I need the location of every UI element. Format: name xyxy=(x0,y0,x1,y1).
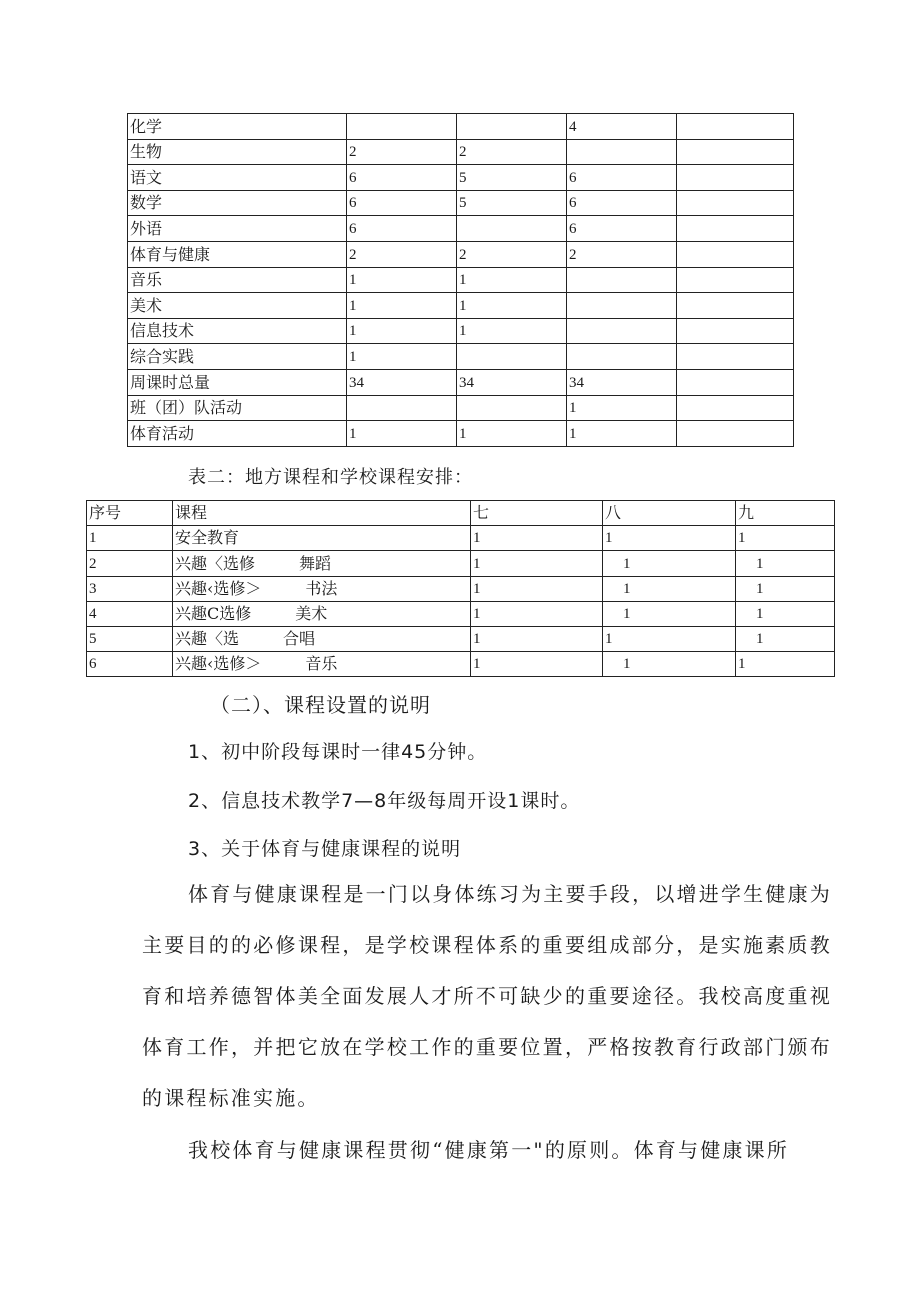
course-name: 合唱 xyxy=(283,629,316,649)
hours-cell: 1 xyxy=(347,421,457,447)
hours-cell: 2 xyxy=(567,241,677,267)
header-cell: 序号 xyxy=(87,501,173,526)
seq-cell: 2 xyxy=(87,551,173,576)
hours-cell: 1 xyxy=(457,421,567,447)
grade9-cell: 1 xyxy=(736,626,835,651)
hours-cell xyxy=(457,216,567,242)
hours-cell: 5 xyxy=(457,190,567,216)
grade7-cell: 1 xyxy=(471,551,603,576)
course-type: 兴趣〈选 xyxy=(175,629,240,649)
header-cell: 九 xyxy=(736,501,835,526)
seq-cell: 1 xyxy=(87,526,173,551)
table1-row xyxy=(128,318,794,344)
course-cell xyxy=(173,626,471,651)
course-cell xyxy=(173,551,471,576)
subject-cell: 音乐 xyxy=(128,267,347,293)
hours-cell: 1 xyxy=(567,421,677,447)
hours-cell xyxy=(677,318,794,344)
note-item-3: 3、关于体育与健康课程的说明 xyxy=(188,838,462,860)
hours-cell: 1 xyxy=(457,267,567,293)
body-paragraph-1: 体育与健康课程是一门以身体练习为主要手段，以增进学生健康为主要目的的必修课程，是学校课程体系的重要组成部分，是实施素质教育和培养德智体美全面发展人才所不可缺少的重要途径。我校高度重视体育工作，并把它放在学校工作的重要位置，严格按教育行政部门颁布的课程标准实施。 xyxy=(142,882,832,1110)
hours-cell: 34 xyxy=(457,369,567,395)
hours-cell xyxy=(677,165,794,191)
hours-cell: 34 xyxy=(347,369,457,395)
course-type: 兴趣‹选修＞ xyxy=(175,578,262,598)
hours-cell xyxy=(567,267,677,293)
subject-cell: 美术 xyxy=(128,293,347,319)
local-school-courses-table xyxy=(86,500,835,677)
seq-cell: 4 xyxy=(87,601,173,626)
hours-cell xyxy=(677,369,794,395)
hours-cell: 1 xyxy=(347,267,457,293)
grade8-cell: 1 xyxy=(603,626,736,651)
course-type: 兴趣‹选修＞ xyxy=(175,654,262,674)
table1-row xyxy=(128,114,794,140)
table2-header-row xyxy=(87,501,835,526)
subject-cell: 体育活动 xyxy=(128,421,347,447)
note-item-1: 1、初中阶段每课时一律45分钟。 xyxy=(188,741,488,763)
subject-cell: 生物 xyxy=(128,139,347,165)
table2-caption: 表二：地方课程和学校课程安排： xyxy=(188,467,473,488)
table1-row xyxy=(128,395,794,421)
table1-row xyxy=(128,267,794,293)
seq-cell: 6 xyxy=(87,652,173,677)
grade8-cell: 1 xyxy=(603,576,736,601)
table1-row xyxy=(128,139,794,165)
grade9-cell: 1 xyxy=(736,576,835,601)
hours-cell: 2 xyxy=(347,241,457,267)
hours-cell xyxy=(457,395,567,421)
table2-row xyxy=(87,652,835,677)
course-cell xyxy=(173,601,471,626)
subject-cell: 班（团）队活动 xyxy=(128,395,347,421)
hours-cell: 4 xyxy=(567,114,677,140)
hours-cell xyxy=(677,344,794,370)
hours-cell: 6 xyxy=(567,165,677,191)
hours-cell xyxy=(677,216,794,242)
hours-cell: 34 xyxy=(567,369,677,395)
hours-cell: 1 xyxy=(347,293,457,319)
grade7-cell: 1 xyxy=(471,601,603,626)
course-name: 音乐 xyxy=(305,654,338,674)
note-item-2: 2、信息技术教学7—8年级每周开设1课时。 xyxy=(188,790,581,812)
course-name: 书法 xyxy=(305,578,338,598)
hours-cell xyxy=(677,139,794,165)
hours-cell: 2 xyxy=(347,139,457,165)
hours-cell: 1 xyxy=(457,293,567,319)
hours-cell xyxy=(677,241,794,267)
hours-cell: 6 xyxy=(347,165,457,191)
grade7-cell: 1 xyxy=(471,652,603,677)
table2-row xyxy=(87,626,835,651)
grade9-cell: 1 xyxy=(736,551,835,576)
subject-cell: 语文 xyxy=(128,165,347,191)
course-type: 兴趣C选修 xyxy=(175,603,252,623)
grade7-cell: 1 xyxy=(471,526,603,551)
hours-cell: 2 xyxy=(457,139,567,165)
hours-cell xyxy=(457,114,567,140)
table2-row xyxy=(87,601,835,626)
hours-cell xyxy=(677,293,794,319)
table2-row xyxy=(87,551,835,576)
table1-row xyxy=(128,165,794,191)
hours-cell: 2 xyxy=(457,241,567,267)
curriculum-hours-table xyxy=(127,113,794,447)
grade7-cell: 1 xyxy=(471,626,603,651)
hours-cell xyxy=(677,114,794,140)
hours-cell xyxy=(457,344,567,370)
hours-cell xyxy=(677,190,794,216)
table1-row xyxy=(128,344,794,370)
table1-row xyxy=(128,216,794,242)
grade8-cell: 1 xyxy=(603,652,736,677)
hours-cell: 6 xyxy=(567,190,677,216)
grade7-cell: 1 xyxy=(471,576,603,601)
grade8-cell: 1 xyxy=(603,551,736,576)
course-type: 兴趣〈选修 xyxy=(175,553,256,573)
body-paragraph-2: 我校体育与健康课程贯彻“健康第一"的原则。体育与健康课所 xyxy=(188,1138,790,1162)
hours-cell: 6 xyxy=(347,216,457,242)
hours-cell: 1 xyxy=(347,318,457,344)
seq-cell: 5 xyxy=(87,626,173,651)
grade9-cell: 1 xyxy=(736,601,835,626)
table1-row xyxy=(128,293,794,319)
header-cell: 课程 xyxy=(173,501,471,526)
table2-row xyxy=(87,526,835,551)
table2-row xyxy=(87,576,835,601)
grade9-cell: 1 xyxy=(736,526,835,551)
seq-cell: 3 xyxy=(87,576,173,601)
subject-cell: 体育与健康 xyxy=(128,241,347,267)
hours-cell: 1 xyxy=(457,318,567,344)
hours-cell: 6 xyxy=(347,190,457,216)
hours-cell xyxy=(347,395,457,421)
subject-cell: 信息技术 xyxy=(128,318,347,344)
hours-cell xyxy=(677,421,794,447)
subject-cell: 外语 xyxy=(128,216,347,242)
hours-cell xyxy=(567,139,677,165)
hours-cell: 1 xyxy=(347,344,457,370)
hours-cell xyxy=(347,114,457,140)
grade8-cell: 1 xyxy=(603,601,736,626)
course-cell xyxy=(173,652,471,677)
course-cell xyxy=(173,576,471,601)
subject-cell: 周课时总量 xyxy=(128,369,347,395)
subject-cell: 综合实践 xyxy=(128,344,347,370)
grade9-cell: 1 xyxy=(736,652,835,677)
hours-cell xyxy=(567,318,677,344)
hours-cell xyxy=(567,293,677,319)
hours-cell xyxy=(677,267,794,293)
course-name: 舞蹈 xyxy=(299,553,332,573)
course-name: 美术 xyxy=(295,603,328,623)
table1-row xyxy=(128,421,794,447)
course-type: 安全教育 xyxy=(175,528,240,548)
grade8-cell: 1 xyxy=(603,526,736,551)
hours-cell xyxy=(677,395,794,421)
hours-cell xyxy=(567,344,677,370)
section-heading: （二）、课程设置的说明 xyxy=(210,693,431,717)
table1-row xyxy=(128,369,794,395)
course-cell xyxy=(173,526,471,551)
subject-cell: 数学 xyxy=(128,190,347,216)
subject-cell: 化学 xyxy=(128,114,347,140)
hours-cell: 1 xyxy=(567,395,677,421)
hours-cell: 5 xyxy=(457,165,567,191)
header-cell: 八 xyxy=(603,501,736,526)
header-cell: 七 xyxy=(471,501,603,526)
table1-row xyxy=(128,241,794,267)
hours-cell: 6 xyxy=(567,216,677,242)
table1-row xyxy=(128,190,794,216)
